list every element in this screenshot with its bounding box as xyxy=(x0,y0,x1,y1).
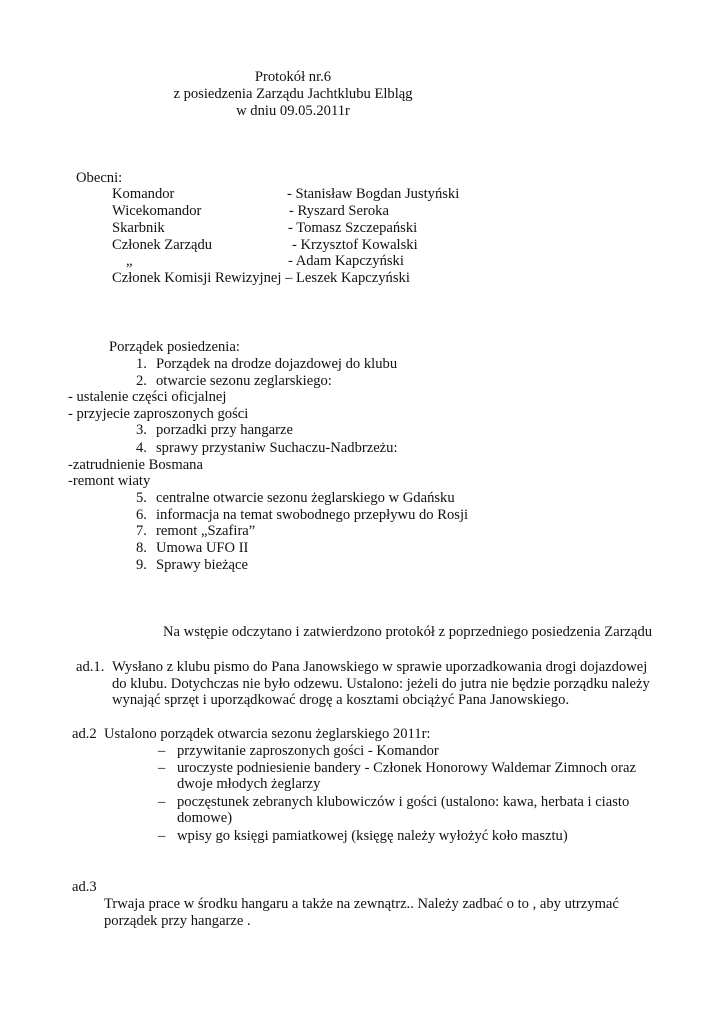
agenda-subitem: -zatrudnienie Bosmana xyxy=(68,457,203,473)
agenda-item-number: 4. xyxy=(136,440,147,456)
ad2-bullet-continuation: domowe) xyxy=(177,810,233,826)
ditto-mark: „ xyxy=(126,253,133,269)
ad3-label: ad.3 xyxy=(72,879,97,895)
dash-bullet: – xyxy=(158,794,166,810)
ad1-text: Wysłano z klubu pismo do Pana Janowskiego w sprawie uporzadkowania drogi dojazdowej xyxy=(112,659,648,675)
agenda-item: remont „Szafira” xyxy=(156,523,256,539)
protocol-title: Protokół nr.6 xyxy=(254,69,332,85)
agenda-item-number: 1. xyxy=(136,356,147,372)
agenda-item: centralne otwarcie sezonu żeglarskiego w Gdańsku xyxy=(156,490,455,506)
agenda-item: Umowa UFO II xyxy=(156,540,249,556)
agenda-subitem: - ustalenie części oficjalnej xyxy=(68,389,227,405)
agenda-item-number: 3. xyxy=(136,422,147,438)
ad2-bullet: uroczyste podniesienie bandery - Członek Honorowy Waldemar Zimnoch oraz xyxy=(177,760,636,776)
agenda-item: otwarcie sezonu zeglarskiego: xyxy=(156,373,332,389)
attendance-name: - Ryszard Seroka xyxy=(289,203,389,219)
ad2-bullet: poczęstunek zebranych klubowiczów i gości (ustalono: kawa, herbata i ciasto xyxy=(177,794,630,810)
attendance-name: - Stanisław Bogdan Justyński xyxy=(287,186,460,202)
agenda-subitem: -remont wiaty xyxy=(68,473,151,489)
attendance-audit-member: Członek Komisji Rewizyjnej – Leszek Kapczyński xyxy=(112,270,410,286)
ad1-text: do klubu. Dotychczas nie było odzewu. Ustalono: jeżeli do jutra nie będzie porządku należy xyxy=(112,676,650,692)
agenda-item: porzadki przy hangarze xyxy=(156,422,293,438)
ad2-text: Ustalono porządek otwarcia sezonu żeglarskiego 2011r: xyxy=(104,726,431,742)
ad3-text: Trwaja prace w środku hangaru a także na zewnątrz.. Należy zadbać o to , aby utrzymać xyxy=(104,896,619,912)
dash-bullet: – xyxy=(158,743,166,759)
intro-paragraph: Na wstępie odczytano i zatwierdzono protokół z poprzedniego posiedzenia Zarządu xyxy=(163,624,653,640)
ad1-label: ad.1. xyxy=(76,659,105,675)
agenda-item-number: 2. xyxy=(136,373,147,389)
agenda-label: Porządek posiedzenia: xyxy=(109,339,240,355)
protocol-subtitle: z posiedzenia Zarządu Jachtklubu Elbląg xyxy=(173,86,413,102)
agenda-item-number: 7. xyxy=(136,523,147,539)
agenda-item-number: 9. xyxy=(136,557,147,573)
ad2-bullet: przywitanie zaproszonych gości - Komandor xyxy=(177,743,439,759)
agenda-item-number: 5. xyxy=(136,490,147,506)
agenda-subitem: - przyjecie zaproszonych gości xyxy=(68,406,249,422)
ad2-bullet: wpisy go księgi pamiatkowej (księgę należy wyłożyć koło masztu) xyxy=(177,828,568,844)
agenda-item-number: 6. xyxy=(136,507,147,523)
protocol-date: w dniu 09.05.2011r xyxy=(236,103,350,119)
ad2-label: ad.2 xyxy=(72,726,97,742)
agenda-item: sprawy przystaniw Suchaczu-Nadbrzeżu: xyxy=(156,440,398,456)
attendance-role: Wicekomandor xyxy=(112,203,202,219)
agenda-item: informacja na temat swobodnego przepływu do Rosji xyxy=(156,507,469,523)
agenda-item-number: 8. xyxy=(136,540,147,556)
ad2-bullet-continuation: dwoje młodych żeglarzy xyxy=(177,776,321,792)
ad1-text: wynająć sprzęt i uporządkować drogę a kosztami obciążyć Pana Janowskiego. xyxy=(112,692,570,708)
ad3-text: porządek przy hangarze . xyxy=(104,913,251,929)
attendance-name: - Adam Kapczyński xyxy=(288,253,404,269)
agenda-item: Sprawy bieżące xyxy=(156,557,248,573)
attendance-role: Członek Zarządu xyxy=(112,237,213,253)
attendance-role: Komandor xyxy=(112,186,175,202)
attendance-name: - Tomasz Szczepański xyxy=(288,220,418,236)
dash-bullet: – xyxy=(158,760,166,776)
dash-bullet: – xyxy=(158,828,166,844)
attendance-label: Obecni: xyxy=(76,170,123,186)
attendance-role: Skarbnik xyxy=(112,220,165,236)
attendance-name: - Krzysztof Kowalski xyxy=(292,237,418,253)
agenda-item: Porządek na drodze dojazdowej do klubu xyxy=(156,356,398,372)
